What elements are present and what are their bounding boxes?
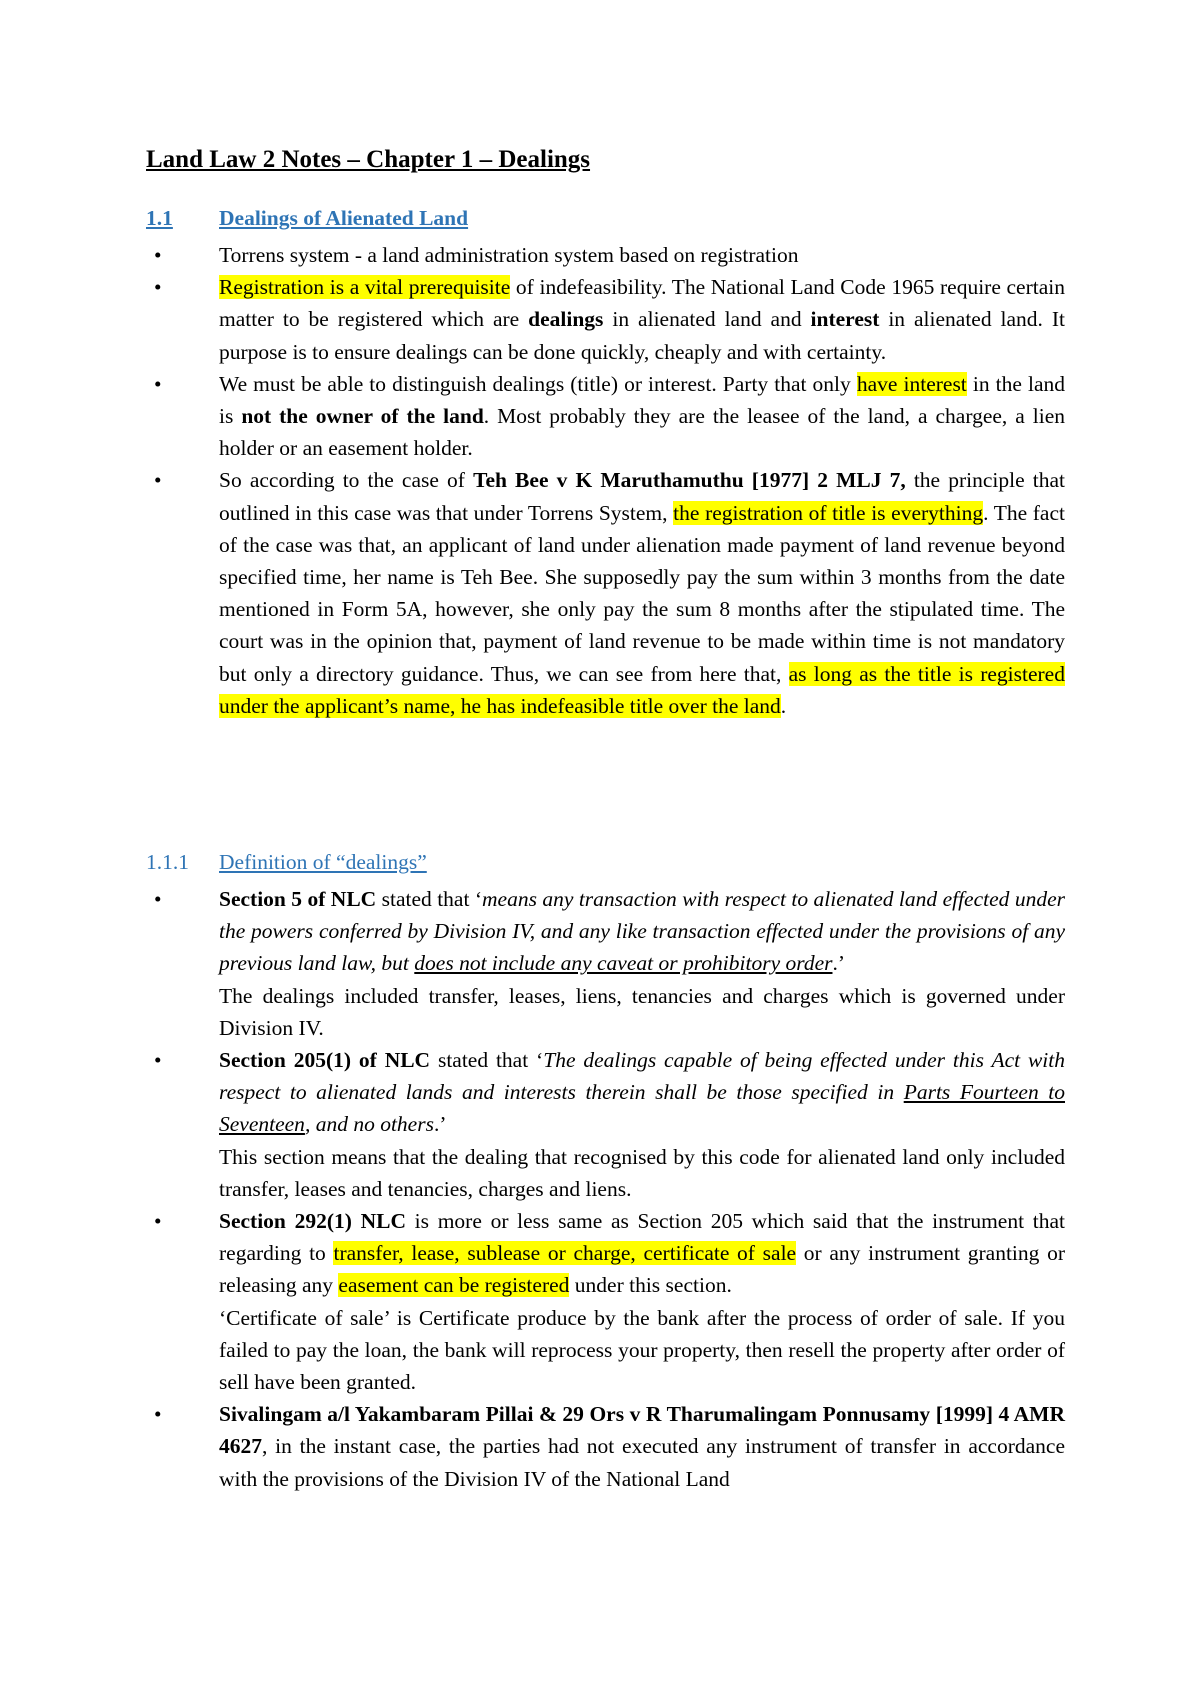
item-text: This section means that the dealing that recognised by this code for alienated land only included transfer, leases and tenancies, charges and liens. bbox=[219, 1144, 1065, 1201]
item-text: . Most probably they are the leasee of the land, a chargee, a lien holder or an easement holder. bbox=[219, 404, 1066, 461]
statute-reference: Section 5 of NLC bbox=[219, 887, 377, 911]
item-text: We must be able to distinguish dealings (title) or interest. Party that only bbox=[219, 371, 857, 396]
bullet-icon: • bbox=[154, 1048, 162, 1073]
bullet-icon: • bbox=[154, 468, 162, 493]
item-text: in alienated land and bbox=[603, 307, 811, 332]
quoted-text: The dealings capable of being effected under this Act with respect to alienated lands and interests therein shall be those specified in bbox=[219, 1048, 1065, 1105]
bullet-icon: • bbox=[154, 275, 162, 300]
list-item bbox=[146, 271, 1065, 368]
statute-reference: Section 292(1) NLC bbox=[219, 1209, 406, 1234]
highlighted-text: easement can be registered bbox=[338, 1273, 570, 1298]
document-title: Land Law 2 Notes – Chapter 1 – Dealings bbox=[146, 146, 591, 173]
bullet-icon: • bbox=[154, 243, 162, 267]
quoted-underlined-text: does not include any caveat or prohibitory order bbox=[414, 951, 833, 976]
section-1-1-list bbox=[146, 239, 1065, 722]
bullet-icon: • bbox=[154, 371, 162, 396]
quoted-text: , and no others bbox=[304, 1112, 434, 1137]
bold-term: not the owner of the land bbox=[241, 404, 484, 429]
case-citation: Teh Bee v K Maruthamuthu [1977] 2 MLJ 7, bbox=[473, 468, 906, 493]
item-text: the principle that outlined in this case was that under Torrens System, bbox=[219, 468, 1065, 525]
highlighted-text: Registration is a vital prerequisite bbox=[219, 275, 511, 300]
item-text: stated that ‘ bbox=[430, 1048, 544, 1073]
statute-reference: Section 205(1) of NLC bbox=[219, 1048, 431, 1073]
highlighted-text: transfer, lease, sublease or charge, certificate of sale bbox=[333, 1241, 797, 1266]
bold-term: dealings bbox=[528, 307, 604, 332]
quoted-text: means any transaction with respect to alienated land effected under the powers conferred by Division IV, and any like transaction effected under the provisions of any previous land law, but bbox=[219, 887, 1065, 976]
list-item bbox=[146, 1044, 1065, 1205]
highlighted-text: the registration of title is everything bbox=[673, 500, 984, 525]
item-text: or any instrument granting or releasing any bbox=[219, 1241, 1065, 1298]
list-item bbox=[146, 464, 1065, 722]
highlighted-text: as long as the title is registered under the applicant’s name, he has indefeasible title over the land bbox=[219, 661, 1065, 718]
section-heading-1-1 bbox=[146, 206, 468, 231]
quoted-underlined-text: Parts Fourteen to Seventeen bbox=[219, 1080, 1065, 1137]
item-text: ‘Certificate of sale’ is Certificate produce by the bank after the process of order of sale. If you failed to pay the loan, the bank will reprocess your property, then resell the property after order of sell have been granted. bbox=[219, 1305, 1065, 1395]
item-text: .’ bbox=[433, 1112, 447, 1137]
bold-term: interest bbox=[810, 307, 880, 332]
bullet-icon: • bbox=[154, 1402, 162, 1427]
section-number: 1.1 bbox=[146, 206, 173, 230]
highlighted-text: have interest bbox=[856, 371, 967, 396]
item-text: . The fact of the case was that, an applicant of land under alienation made payment of land revenue beyond specified time, her name is Teh Bee. She supposedly pay the sum within 3 months from the date mentioned in Form 5A, however, she only pay the sum 8 months after the stipulated time. The court was in the opinion that, payment of land revenue to be made within time is not mandatory but only a directory guidance. Thus, we can see from here that, bbox=[219, 500, 1065, 686]
section-1-1-1-list bbox=[146, 883, 1065, 1495]
item-text: Torrens system - a land administration system based on registration bbox=[219, 243, 799, 267]
section-title: Dealings of Alienated Land bbox=[219, 206, 469, 230]
list-item bbox=[146, 368, 1065, 465]
item-text: The dealings included transfer, leases, liens, tenancies and charges which is governed under Division IV. bbox=[219, 983, 1065, 1040]
bullet-icon: • bbox=[154, 1209, 162, 1234]
section-heading-1-1-1 bbox=[146, 850, 427, 875]
item-text: is more or less same as Section 205 which said that the instrument that regarding to bbox=[219, 1209, 1065, 1266]
item-text: , in the instant case, the parties had not executed any instrument of transfer in accordance with the provisions of the Division IV of the National Land bbox=[219, 1434, 1065, 1491]
item-text: in alienated land. It purpose is to ensure dealings can be done quickly, cheaply and with certainty. bbox=[219, 307, 1066, 364]
list-item bbox=[146, 1398, 1065, 1495]
item-text: in the land is bbox=[219, 371, 1065, 429]
list-item bbox=[146, 239, 1065, 271]
item-text: . bbox=[780, 693, 787, 718]
case-citation: Sivalingam a/l Yakambaram Pillai & 29 Ors v R Tharumalingam Ponnusamy [1999] 4 AMR 4627 bbox=[219, 1402, 1065, 1459]
item-text: .’ bbox=[832, 951, 846, 976]
section-number: 1.1.1 bbox=[146, 850, 189, 874]
bullet-icon: • bbox=[154, 887, 162, 911]
item-text: So according to the case of bbox=[219, 468, 474, 493]
list-item bbox=[146, 883, 1065, 1044]
list-item bbox=[146, 1205, 1065, 1398]
item-text: under this section. bbox=[569, 1273, 732, 1298]
section-title: Definition of “dealings” bbox=[219, 850, 427, 874]
item-text: of indefeasibility. The National Land Code 1965 require certain matter to be registered which are bbox=[219, 275, 1065, 332]
item-text: stated that ‘ bbox=[376, 887, 483, 911]
